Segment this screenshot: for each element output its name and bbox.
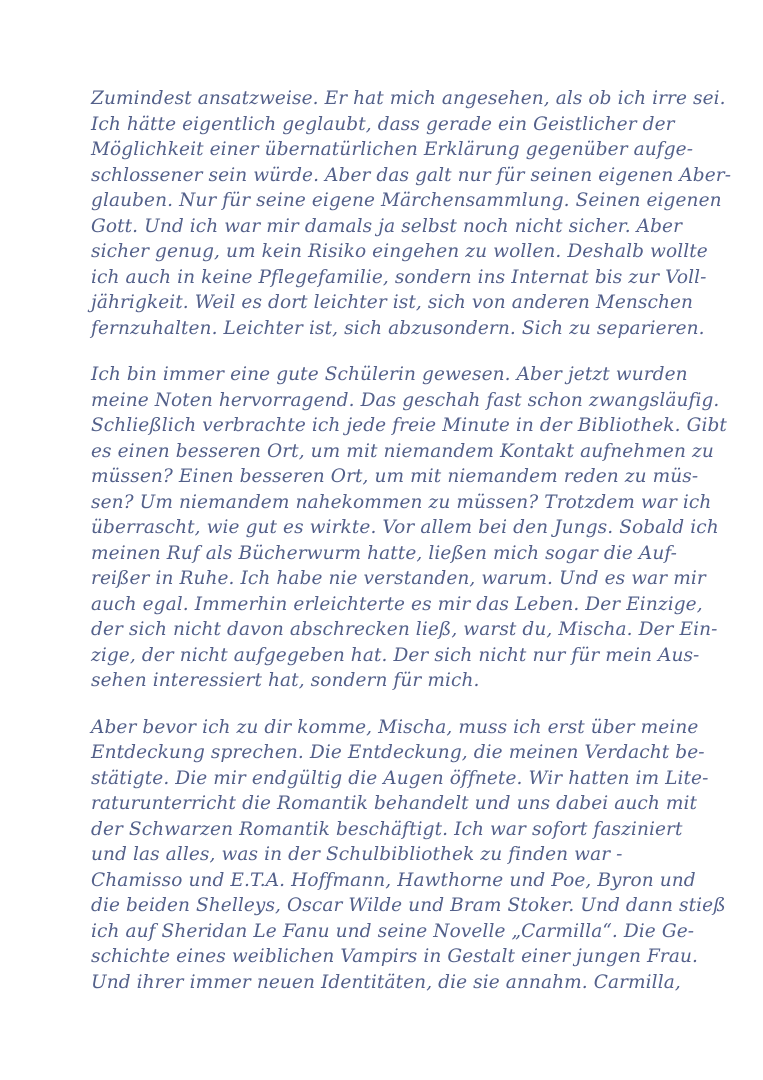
text-line: überrascht, wie gut es wirkte. Vor allem bei den Jungs. Sobald ich xyxy=(91,517,719,538)
text-line: ich auf Sheridan Le Fanu und seine Novelle „Carmilla“. Die Ge- xyxy=(91,920,695,942)
text-line: und las alles, was in der Schulbibliothek zu finden war - xyxy=(91,844,623,865)
text-line: der sich nicht davon abschrecken ließ, warst du, Mischa. Der Ein- xyxy=(91,619,718,640)
text-line: auch egal. Immerhin erleichterte es mir das Leben. Der Einzige, xyxy=(91,593,703,615)
text-line: Ich hätte eigentlich geglaubt, dass gerade ein Geistlicher der xyxy=(91,113,675,135)
text-line: Aber bevor ich zu dir komme, Mischa, muss ich erst über meine xyxy=(91,716,699,738)
text-line: raturunterricht die Romantik behandelt und uns dabei auch mit xyxy=(91,793,698,814)
paragraph-2 xyxy=(91,362,727,694)
text-line: müssen? Einen besseren Ort, um mit niemandem reden zu müs- xyxy=(91,466,699,487)
text-line: glauben. Nur für seine eigene Märchensammlung. Seinen eigenen xyxy=(91,190,722,211)
text-line: jährigkeit. Weil es dort leichter ist, sich von anderen Menschen xyxy=(91,292,694,313)
text-line: Ich bin immer eine gute Schülerin gewesen. Aber jetzt wurden xyxy=(91,364,688,385)
text-line: meine Noten hervorragend. Das geschah fast schon zwangsläufig. xyxy=(91,389,720,411)
text-line: fernzuhalten. Leichter ist, sich abzusondern. Sich zu separieren. xyxy=(91,317,705,339)
text-line: Chamisso und E.T.A. Hoffmann, Hawthorne und Poe, Byron und xyxy=(91,869,696,891)
text-line: Gott. Und ich war mir damals ja selbst noch nicht sicher. Aber xyxy=(91,215,683,237)
text-line: sen? Um niemandem nahekommen zu müssen? Trotzdem war ich xyxy=(91,491,712,513)
text-line: Zumindest ansatzweise. Er hat mich angesehen, als ob ich irre sei. xyxy=(91,88,726,109)
text-line: es einen besseren Ort, um mit niemandem Kontakt aufnehmen zu xyxy=(91,440,714,462)
paragraph-1 xyxy=(91,86,732,341)
text-line: sehen interessiert hat, sondern für mich. xyxy=(91,670,480,691)
body-text xyxy=(91,86,732,1016)
text-line: reißer in Ruhe. Ich habe nie verstanden, warum. Und es war mir xyxy=(91,568,706,589)
text-line: meinen Ruf als Bücherwurm hatte, ließen mich sogar die Auf- xyxy=(91,542,678,564)
text-line: die beiden Shelleys, Oscar Wilde und Bram Stoker. Und dann stieß xyxy=(91,895,726,916)
text-line: Entdeckung sprechen. Die Entdeckung, die meinen Verdacht be- xyxy=(91,742,705,763)
text-line: ich auch in keine Pflegefamilie, sondern ins Internat bis zur Voll- xyxy=(91,266,707,288)
text-line: zige, der nicht aufgegeben hat. Der sich nicht nur für mein Aus- xyxy=(91,644,700,666)
paragraph-3 xyxy=(91,715,726,996)
text-line: Möglichkeit einer übernatürlichen Erklärung gegenüber aufge- xyxy=(91,139,694,160)
text-line: stätigte. Die mir endgültig die Augen öffnete. Wir hatten im Lite- xyxy=(91,767,709,789)
text-line: sicher genug, um kein Risiko eingehen zu wollen. Deshalb wollte xyxy=(91,241,708,262)
text-line: Und ihrer immer neuen Identitäten, die sie annahm. Carmilla, xyxy=(91,971,681,993)
text-line: Schließlich verbrachte ich jede freie Minute in der Bibliothek. Gibt xyxy=(91,415,727,436)
text-line: schlossener sein würde. Aber das galt nur für seinen eigenen Aber- xyxy=(91,164,732,186)
text-line: der Schwarzen Romantik beschäftigt. Ich war sofort fasziniert xyxy=(91,818,683,840)
text-line: schichte eines weiblichen Vampirs in Gestalt einer jungen Frau. xyxy=(91,946,698,967)
